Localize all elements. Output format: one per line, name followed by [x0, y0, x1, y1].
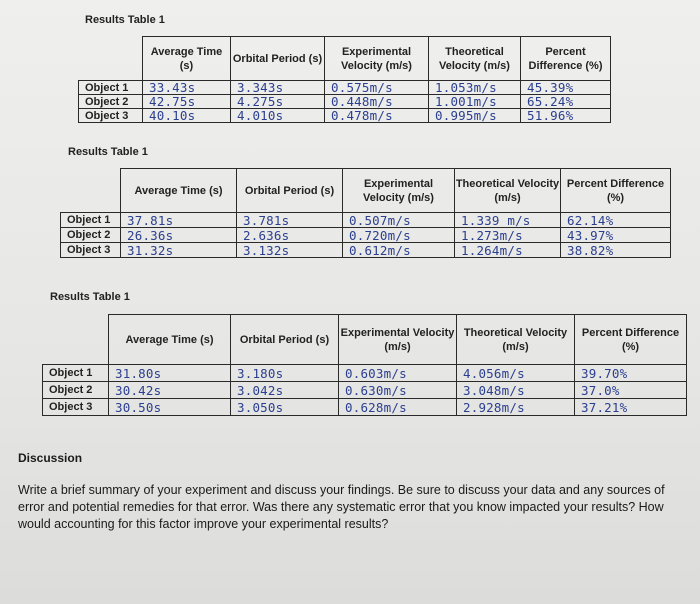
experimental-velocity-value: 0.628m/s — [339, 399, 457, 416]
average-time-value: 30.42s — [109, 382, 231, 399]
table-row — [61, 228, 671, 243]
header-theoretical-velocity: Theoretical Velocity (m/s) — [457, 315, 575, 365]
table-2-caption: Results Table 1 — [68, 146, 148, 158]
percent-difference-value: 62.14% — [561, 213, 671, 228]
theoretical-velocity-value: 3.048m/s — [457, 382, 575, 399]
header-theoretical-velocity: Theoretical Velocity (m/s) — [455, 169, 561, 213]
average-time-value: 40.10s — [143, 109, 231, 123]
header-average-time: Average Time (s) — [143, 37, 231, 81]
table-3-caption: Results Table 1 — [50, 291, 130, 303]
experimental-velocity-value: 0.630m/s — [339, 382, 457, 399]
table-row — [79, 95, 611, 109]
percent-difference-value: 43.97% — [561, 228, 671, 243]
orbital-period-value: 3.343s — [231, 81, 325, 95]
row-label: Object 2 — [61, 228, 121, 243]
orbital-period-value: 3.050s — [231, 399, 339, 416]
theoretical-velocity-value: 1.264m/s — [455, 243, 561, 258]
percent-difference-value: 37.0% — [575, 382, 687, 399]
theoretical-velocity-value: 1.273m/s — [455, 228, 561, 243]
table-row — [43, 399, 687, 416]
row-label: Object 1 — [61, 213, 121, 228]
experimental-velocity-value: 0.507m/s — [343, 213, 455, 228]
corner-cell — [79, 37, 143, 81]
orbital-period-value: 4.275s — [231, 95, 325, 109]
row-label: Object 3 — [61, 243, 121, 258]
row-label: Object 1 — [79, 81, 143, 95]
experimental-velocity-value: 0.612m/s — [343, 243, 455, 258]
orbital-period-value: 3.132s — [237, 243, 343, 258]
corner-cell — [43, 315, 109, 365]
theoretical-velocity-value: 4.056m/s — [457, 365, 575, 382]
row-label: Object 3 — [79, 109, 143, 123]
orbital-period-value: 3.042s — [231, 382, 339, 399]
table-row — [43, 365, 687, 382]
experimental-velocity-value: 0.720m/s — [343, 228, 455, 243]
theoretical-velocity-value: 1.001m/s — [429, 95, 521, 109]
header-orbital-period: Orbital Period (s) — [231, 315, 339, 365]
theoretical-velocity-value: 2.928m/s — [457, 399, 575, 416]
theoretical-velocity-value: 1.053m/s — [429, 81, 521, 95]
header-average-time: Average Time (s) — [121, 169, 237, 213]
percent-difference-value: 45.39% — [521, 81, 611, 95]
average-time-value: 26.36s — [121, 228, 237, 243]
orbital-period-value: 3.180s — [231, 365, 339, 382]
experimental-velocity-value: 0.603m/s — [339, 365, 457, 382]
table-row — [79, 81, 611, 95]
corner-cell — [61, 169, 121, 213]
table-row — [43, 382, 687, 399]
orbital-period-value: 4.010s — [231, 109, 325, 123]
orbital-period-value: 2.636s — [237, 228, 343, 243]
percent-difference-value: 38.82% — [561, 243, 671, 258]
orbital-period-value: 3.781s — [237, 213, 343, 228]
discussion-prompt: Write a brief summary of your experiment and discuss your findings. Be sure to discuss your data and any sources of error and potential remedies for that error. Was there any systematic error that you know impacted your results? How would accounting for this factor improve your experimental results? — [18, 483, 665, 531]
header-experimental-velocity: Experimental Velocity (m/s) — [343, 169, 455, 213]
row-label: Object 2 — [79, 95, 143, 109]
table-row — [79, 109, 611, 123]
table-row — [61, 213, 671, 228]
header-percent-difference: Percent Difference (%) — [561, 169, 671, 213]
row-label: Object 2 — [43, 382, 109, 399]
percent-difference-value: 37.21% — [575, 399, 687, 416]
average-time-value: 31.32s — [121, 243, 237, 258]
row-label: Object 1 — [43, 365, 109, 382]
results-table-1 — [78, 36, 611, 123]
discussion-heading: Discussion — [18, 451, 83, 465]
average-time-value: 42.75s — [143, 95, 231, 109]
table-row — [61, 243, 671, 258]
header-experimental-velocity: Experimental Velocity (m/s) — [339, 315, 457, 365]
header-theoretical-velocity: Theoretical Velocity (m/s) — [429, 37, 521, 81]
experimental-velocity-value: 0.448m/s — [325, 95, 429, 109]
percent-difference-value: 65.24% — [521, 95, 611, 109]
results-table-3 — [42, 314, 687, 416]
experimental-velocity-value: 0.575m/s — [325, 81, 429, 95]
percent-difference-value: 51.96% — [521, 109, 611, 123]
theoretical-velocity-value: 1.339 m/s — [455, 213, 561, 228]
average-time-value: 30.50s — [109, 399, 231, 416]
header-experimental-velocity: Experimental Velocity (m/s) — [325, 37, 429, 81]
percent-difference-value: 39.70% — [575, 365, 687, 382]
theoretical-velocity-value: 0.995m/s — [429, 109, 521, 123]
results-table-2 — [60, 168, 671, 258]
header-percent-difference: Percent Difference (%) — [521, 37, 611, 81]
header-orbital-period: Orbital Period (s) — [237, 169, 343, 213]
average-time-value: 37.81s — [121, 213, 237, 228]
average-time-value: 31.80s — [109, 365, 231, 382]
header-orbital-period: Orbital Period (s) — [231, 37, 325, 81]
table-1-caption: Results Table 1 — [85, 14, 165, 26]
experimental-velocity-value: 0.478m/s — [325, 109, 429, 123]
average-time-value: 33.43s — [143, 81, 231, 95]
header-average-time: Average Time (s) — [109, 315, 231, 365]
row-label: Object 3 — [43, 399, 109, 416]
header-percent-difference: Percent Difference (%) — [575, 315, 687, 365]
